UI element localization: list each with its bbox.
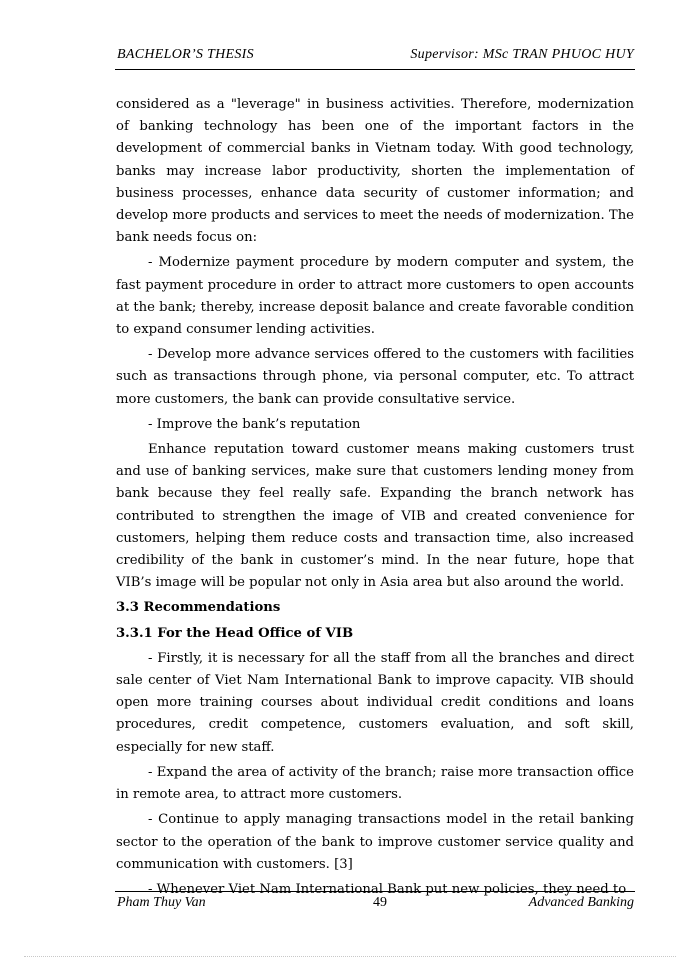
bullet-advance-services: - Develop more advance services offered to the customers with facilities such as transactions through phone, via personal computer, etc. To attract more customers, the bank can provide consultative service. — [116, 347, 634, 407]
header-thesis-label: BACHELOR’S THESIS — [117, 47, 254, 62]
header-divider — [115, 69, 635, 70]
bullet-retail-model: - Continue to apply managing transactions model in the retail banking sector to the operation of the bank to improve customer service quality and communication with customers. [3] — [116, 812, 634, 872]
subsection-heading: 3.3.1 For the Head Office of VIB — [116, 625, 354, 641]
footer-course: Advanced Banking — [528, 895, 634, 910]
page-edge — [24, 956, 676, 957]
bullet-new-policies: - Whenever Viet Nam International Bank put new policies, they need to — [148, 881, 627, 897]
section-heading: 3.3 Recommendations — [116, 600, 281, 616]
bullet-expand-area: - Expand the area of activity of the branch; raise more transaction office in remote area, to attract more customers. — [116, 764, 634, 803]
page-number: 49 — [373, 895, 387, 910]
footer-divider — [115, 891, 635, 892]
document-body — [116, 94, 634, 904]
page-header — [117, 47, 634, 63]
paragraph: considered as a "leverage" in business activities. Therefore, modernization of banking technology has been one of the important factors in the development of commercial banks in Vietnam today. With good technology, banks may increase labor productivity, shorten the implementation of business processes, enhance data security of customer information; and develop more products and services to meet the needs of modernization. The bank needs focus on: — [116, 97, 634, 246]
bullet-improve-reputation: - Improve the bank’s reputation — [148, 416, 361, 432]
footer-author: Pham Thuy Van — [117, 895, 206, 910]
paragraph-reputation: Enhance reputation toward customer means making customers trust and use of banking services, make sure that customers lending money from bank because they feel really safe. Expanding the branch network has contributed to strengthen the image of VIB and created convenience for customers, helping them reduce costs and transaction time, also increased credibility of the bank in customer’s mind. In the near future, hope that VIB’s image will be popular not only in Asia area but also around the world. — [116, 442, 634, 591]
header-supervisor: Supervisor: MSc TRAN PHUOC HUY — [410, 47, 634, 62]
bullet-staff-capacity: - Firstly, it is necessary for all the staff from all the branches and direct sale center of Viet Nam International Bank to improve capacity. VIB should open more training courses about individual credit conditions and loans procedures, credit competence, customers evaluation, and soft skill, especially for new staff. — [116, 650, 634, 755]
bullet-modernize-payment: - Modernize payment procedure by modern computer and system, the fast payment procedure in order to attract more customers to open accounts at the bank; thereby, increase deposit balance and create favorable condition to expand consumer lending activities. — [116, 255, 635, 338]
